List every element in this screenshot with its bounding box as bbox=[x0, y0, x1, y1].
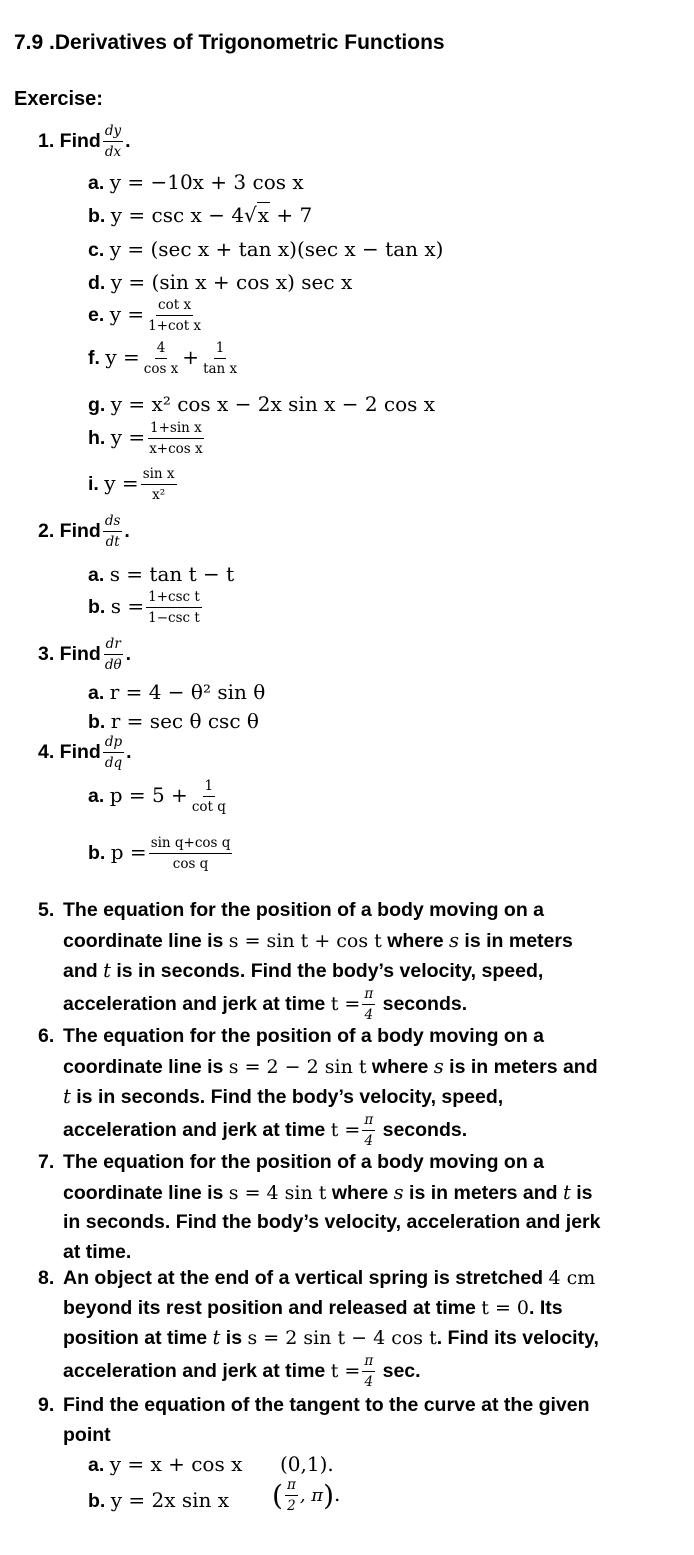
q3-heading: 3. Find $\frac{dr}{d\theta}$ . bbox=[38, 636, 132, 674]
q9-item-b: b. y = 2x sin x bbox=[88, 1488, 230, 1512]
q2-heading: 2. Find $\frac{ds}{dt}$ . bbox=[38, 513, 130, 551]
q1-item-h: h. y = $\frac{\text{1+sin x}}{\text{x+cos x}}$ bbox=[88, 420, 203, 458]
q3-derivative-fraction: $\frac{dr}{d\theta}$ bbox=[104, 636, 122, 674]
q4-item-b: b. p = $\frac{\text{sin q+cos q}}{\text{cos q}}$ bbox=[88, 835, 231, 873]
exercise-heading: Exercise: bbox=[14, 88, 103, 110]
q4-derivative-fraction: $\frac{dp}{dq}$ bbox=[104, 734, 123, 772]
q1-item-a: a. y = −10x + 3 cos x bbox=[88, 170, 304, 194]
q5-text: The equation for the position of a body moving on a coordinate line is s = sin t + cos t where s is in meters and t is in seconds. Find the body’s velocity, speed, acceleration and jerk at time t = $\frac{\pi}{4}$ seconds. bbox=[63, 899, 573, 1023]
q4-heading: 4. Find $\frac{dp}{dq}$ . bbox=[38, 734, 132, 772]
q1-item-b: b. y = csc x − 4√x + 7 bbox=[88, 203, 313, 227]
q9-text: Find the equation of the tangent to the curve at the given point bbox=[63, 1394, 590, 1446]
q3-item-a: a. r = 4 − θ² sin θ bbox=[88, 680, 266, 704]
q2-derivative-fraction: $\frac{ds}{dt}$ bbox=[104, 513, 121, 551]
q3-item-b: b. r = sec θ csc θ bbox=[88, 709, 259, 733]
q9-item-b-point: ( $\frac{\pi}{2}$ , π). bbox=[272, 1477, 341, 1515]
q2-item-b: b. s = $\frac{\text{1+csc t}}{\text{1−csc t}}$ bbox=[88, 589, 200, 627]
q7-text: The equation for the position of a body moving on a coordinate line is s = 4 sin t where s is in meters and t is in seconds. Find the body’s velocity, acceleration and jerk at time. bbox=[63, 1151, 601, 1263]
q9-item-a-point: (0,1). bbox=[280, 1452, 334, 1476]
page-title: 7.9 .Derivatives of Trigonometric Functions bbox=[14, 31, 445, 54]
q1-derivative-fraction: $\frac{dy}{dx}$ bbox=[104, 123, 122, 161]
q8-number: 8. bbox=[38, 1267, 55, 1289]
q4-item-a: a. p = 5 + $\frac{1}{\text{cot q}}$ bbox=[88, 778, 226, 816]
q5-number: 5. bbox=[38, 899, 55, 921]
q1-item-f: f. y = $\frac{4}{\text{cos x}}$ + $\frac{1}{\text{tan x}}$ bbox=[88, 340, 238, 378]
q6-text: The equation for the position of a body moving on a coordinate line is s = 2 − 2 sin t where s is in meters and t is in seconds. Find the body’s velocity, speed, acceleration and jerk at time t = $\frac{\pi}{4}$ seconds. bbox=[63, 1025, 598, 1149]
q1-item-g: g. y = x² cos x − 2x sin x − 2 cos x bbox=[88, 392, 436, 416]
q9-number: 9. bbox=[38, 1394, 55, 1416]
q9-item-a: a. y = x + cos x bbox=[88, 1452, 243, 1476]
q1-heading: 1. Find $\frac{dy}{dx}$ . bbox=[38, 123, 131, 161]
q6-number: 6. bbox=[38, 1025, 55, 1047]
q1-item-d: d. y = (sin x + cos x) sec x bbox=[88, 270, 353, 294]
q8-text: An object at the end of a vertical spring is stretched 4 cm beyond its rest position and released at time t = 0. Its position at time t is s = 2 sin t − 4 cos t. Find its velocity, acceleration and jerk at time t = $\frac{\pi}{4}$ sec. bbox=[63, 1267, 599, 1390]
q1-item-c: c. y = (sec x + tan x)(sec x − tan x) bbox=[88, 237, 444, 261]
q7-number: 7. bbox=[38, 1151, 55, 1173]
q2-item-a: a. s = tan t − t bbox=[88, 562, 235, 586]
q1-item-i: i. y = $\frac{\text{sin x}}{\text{x²}}$ bbox=[88, 466, 175, 504]
q1-item-e: e. y = $\frac{\text{cot x}}{\text{1+cot x}}$ bbox=[88, 297, 202, 335]
